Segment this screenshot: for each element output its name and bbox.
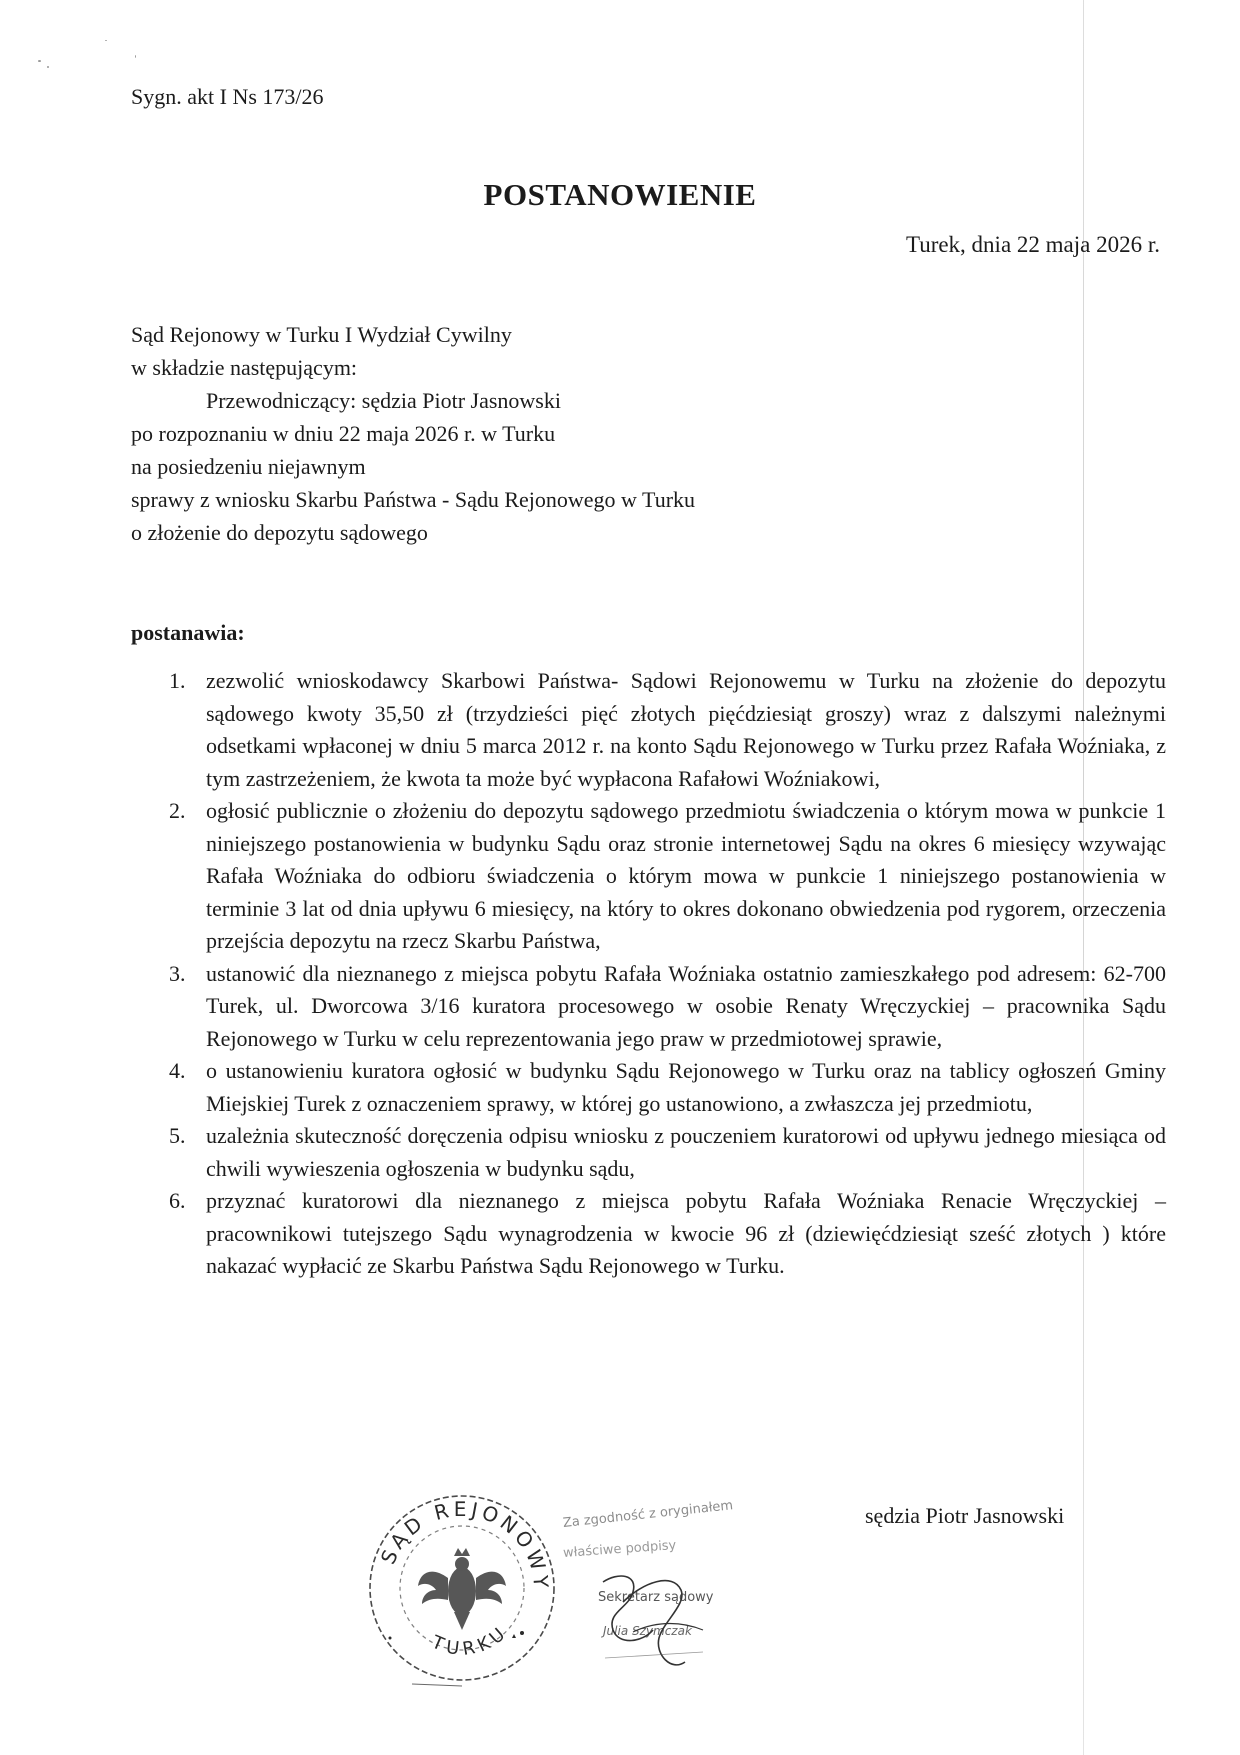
court-seal-graphic — [362, 1488, 562, 1688]
list-item — [131, 1120, 1166, 1185]
item-text: ustanowić dla nieznanego z miejsca pobytu Rafała Woźniaka ostatnio zamieszkałego pod adresem: 62-700 Turek, ul. Dworcowa 3/16 kuratora procesowego w osobie Renaty Wręczyckiej – pracownika Sądu Rejonowego w Turku w celu reprezentowania jego praw w przedmiotowej sprawie, — [206, 960, 1166, 1051]
chair-line: Przewodniczący: sędzia Piotr Jasnowski — [206, 388, 561, 413]
court-name: Sąd Rejonowy w Turku I Wydział Cywilny — [131, 322, 512, 347]
list-item — [131, 665, 1166, 795]
item-number: 1. — [169, 668, 186, 693]
item-text: uzależnia skuteczność doręczenia odpisu wniosku z pouczeniem kuratorowi od upływu jednego miesiąca od chwili wywieszenia ogłoszenia w budynku sądu, — [206, 1123, 1166, 1181]
copy-certification — [562, 1498, 813, 1687]
session-line: na posiedzeniu niejawnym — [131, 454, 366, 479]
secretary-role: Sekretarz sądowy — [598, 1590, 714, 1605]
item-text: zezwolić wnioskodawcy Skarbowi Państwa- Sądowi Rejonowemu w Turku na złożenie do depozytu sądowego kwoty 35,50 zł (trzydzieści pięć złotych pięćdziesiąt groszy) wraz z dalszymi należnymi odsetkami wpłaconej w dniu 5 marca 2012 r. na konto Sądu Rejonowego w Turku przez Rafała Woźniaka, z tym zastrzeżeniem, że kwota ta może być wypłacona Rafałowi Woźniakowi, — [206, 668, 1166, 791]
signatures-note: właściwe podpisy — [562, 1538, 677, 1561]
decision-heading: postanawia: — [131, 620, 245, 645]
item-number: 5. — [169, 1123, 186, 1148]
subject-line: o złożenie do depozytu sądowego — [131, 520, 428, 545]
court-seal — [362, 1488, 562, 1688]
item-text: przyznać kuratorowi dla nieznanego z miejsca pobytu Rafała Woźniaka Renacie Wręczyckiej – pracownikowi tutejszego Sądu wynagrodzenia w kwocie 96 zł (dziewięćdziesiąt sześć złotych ) które nakazać wypłacić ze Skarbu Państwa Sądu Rejonowego w Turku. — [206, 1188, 1166, 1278]
place-and-date: Turek, dnia 22 maja 2026 r. — [905, 232, 1160, 257]
item-text: o ustanowieniu kuratora ogłosić w budynku Sądu Rejonowego w Turku oraz na tablicy ogłoszeń Gminy Miejskiej Turek z oznaczeniem sprawy, w której go ustanowiono, a zwłaszcza jej przedmiotu, — [206, 1058, 1166, 1116]
item-number: 3. — [169, 960, 186, 986]
case-line: sprawy z wniosku Skarbu Państwa - Sądu Rejonowego w Turku — [131, 487, 696, 512]
list-item — [131, 1185, 1166, 1283]
list-item — [131, 795, 1166, 958]
svg-text:SĄD REJONOWY: SĄD REJONOWY — [375, 1496, 554, 1593]
item-number: 4. — [169, 1058, 186, 1083]
item-number: 6. — [169, 1188, 186, 1213]
judge-signature: sędzia Piotr Jasnowski — [865, 1503, 1065, 1528]
document-title: POSTANOWIENIE — [483, 177, 757, 212]
certification-line: Za zgodność z oryginałem — [562, 1498, 734, 1531]
secretary-name: Julia Szymczak — [603, 1624, 692, 1638]
item-text: ogłosić publicznie o złożeniu do depozytu sądowego przedmiotu świadczenia o którym mowa w punkcie 1 niniejszego postanowienia w budynku Sądu oraz stronie internetowej Sądu na okres 6 miesięcy wzywając Rafała Woźniaka do odbioru świadczenia o którym mowa w punkcie 1 niniejszego postanowienia w terminie 3 lat od dnia upływu 6 miesięcy, na który to okres dokonano obwiedzenia pod rygorem, orzeczenia przejścia depozytu na rzecz Skarbu Państwa, — [206, 798, 1166, 953]
case-reference: Sygn. akt I Ns 173/26 — [131, 84, 324, 109]
composition-line: w składzie następującym: — [131, 355, 358, 380]
hearing-line: po rozpoznaniu w dniu 22 maja 2026 r. w Turku — [131, 421, 556, 446]
list-item — [131, 1055, 1166, 1120]
intro-block — [131, 318, 695, 549]
item-number: 2. — [169, 798, 186, 823]
decision-list — [131, 665, 1166, 1283]
handwritten-signature — [563, 1512, 813, 1687]
svg-text:TURKU: TURKU — [428, 1621, 513, 1660]
list-item — [131, 958, 1166, 1056]
